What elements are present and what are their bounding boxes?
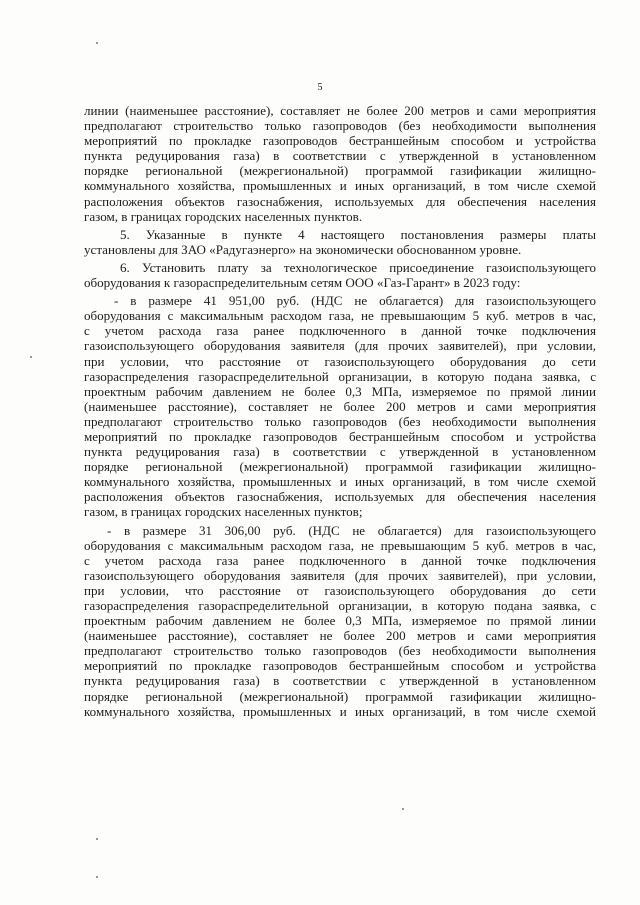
text-line: газом, в границах городских населенных пунктов.: [84, 208, 363, 224]
document-body: [84, 103, 596, 719]
text-line: предполагают строительство только газопроводов (без необходимости выполнения: [84, 643, 596, 659]
text-line: при условии, что расстояние от газоиспользующего оборудования до сети: [84, 582, 596, 598]
text-line: предполагают строительство только газопроводов (без необходимости выполнения: [84, 118, 596, 134]
scan-dot: [30, 356, 32, 358]
text-line: оборудования к газораспределительным сетям ООО «Газ-Гарант» в 2023 году:: [84, 275, 521, 291]
text-line: проектным рабочим давлением не более 0,3 МПа, измеряемое по прямой линии: [84, 383, 596, 399]
paragraph: [84, 227, 596, 257]
text-line: порядке региональной (межрегиональной) программой газификации жилищно-: [84, 163, 596, 179]
text-line: коммунального хозяйства, промышленных и иных организаций, в том числе схемой: [84, 178, 596, 194]
text-line: пункта редуцирования газа) в соответствии с утвержденной в установленном: [84, 444, 596, 460]
scan-dot: [96, 42, 98, 44]
scan-dot: [96, 876, 98, 878]
text-line: оборудования с максимальным расходом газа, не превышающим 5 куб. метров в час,: [84, 308, 596, 324]
text-line: коммунального хозяйства, промышленных и иных организаций, в том числе схемой: [84, 474, 596, 490]
text-line: предполагают строительство только газопроводов (без необходимости выполнения: [84, 413, 596, 429]
text-line: газоиспользующего оборудования заявителя (для прочих заявителей), при условии,: [84, 567, 596, 583]
text-line: газоиспользующего оборудования заявителя (для прочих заявителей), при условии,: [84, 338, 596, 354]
paragraph: [84, 260, 596, 290]
text-line: установлены для ЗАО «Радугаэнерго» на экономически обоснованном уровне.: [84, 241, 522, 257]
page-number: 5: [317, 82, 323, 93]
paragraph: [84, 523, 596, 719]
text-line: расположения объектов газоснабжения, используемых для обеспечения населения: [84, 489, 596, 505]
text-line: с учетом расхода газа ранее подключенного в данной точке подключения: [84, 323, 596, 339]
text-line: газом, в границах городских населенных пунктов;: [84, 504, 363, 520]
text-line: - в размере 41 951,00 руб. (НДС не облагается) для газоиспользующего: [114, 293, 596, 309]
text-line: расположения объектов газоснабжения, используемых для обеспечения населения: [84, 193, 596, 209]
text-line: порядке региональной (межрегиональной) программой газификации жилищно-: [84, 459, 596, 475]
text-line: при условии, что расстояние от газоиспользующего оборудования до сети: [84, 353, 596, 369]
text-line: мероприятий по прокладке газопроводов бестраншейным способом и устройства: [84, 428, 596, 444]
text-line: проектным рабочим давлением не более 0,3 МПа, измеряемое по прямой линии: [84, 613, 596, 629]
text-line: (наименьшее расстояние), составляет не более 200 метров и сами мероприятия: [84, 628, 596, 644]
text-line: газораспределения газораспределительной организации, в которую подана заявка, с: [84, 368, 596, 384]
text-line: линии (наименьшее расстояние), составляет не более 200 метров и сами мероприятия: [84, 103, 596, 118]
text-line: 6. Установить плату за технологическое присоединение газоиспользующего: [120, 259, 596, 275]
text-line: - в размере 31 306,00 руб. (НДС не облагается) для газоиспользующего: [107, 522, 596, 538]
scan-dot: [96, 838, 98, 840]
text-line: газораспределения газораспределительной организации, в которую подана заявка, с: [84, 598, 596, 613]
text-line: порядке региональной (межрегиональной) программой газификации жилищно-: [84, 688, 596, 704]
text-line: коммунального хозяйства, промышленных и иных организаций, в том числе схемой: [84, 703, 596, 719]
text-line: оборудования с максимальным расходом газа, не превышающим 5 куб. метров в час,: [84, 537, 596, 553]
text-line: 5. Указанные в пункте 4 настоящего постановления размеры платы: [120, 226, 596, 242]
text-line: с учетом расхода газа ранее подключенного в данной точке подключения: [84, 552, 596, 568]
paragraph: [84, 293, 596, 519]
text-line: пункта редуцирования газа) в соответствии с утвержденной в установленном: [84, 673, 596, 689]
scan-dot: [402, 808, 404, 810]
text-line: пункта редуцирования газа) в соответствии с утвержденной в установленном: [84, 148, 596, 164]
text-line: мероприятий по прокладке газопроводов бестраншейным способом и устройства: [84, 133, 596, 149]
text-line: (наименьшее расстояние), составляет не более 200 метров и сами мероприятия: [84, 398, 596, 414]
text-line: мероприятий по прокладке газопроводов бестраншейным способом и устройства: [84, 658, 596, 674]
paragraph: [84, 103, 596, 224]
